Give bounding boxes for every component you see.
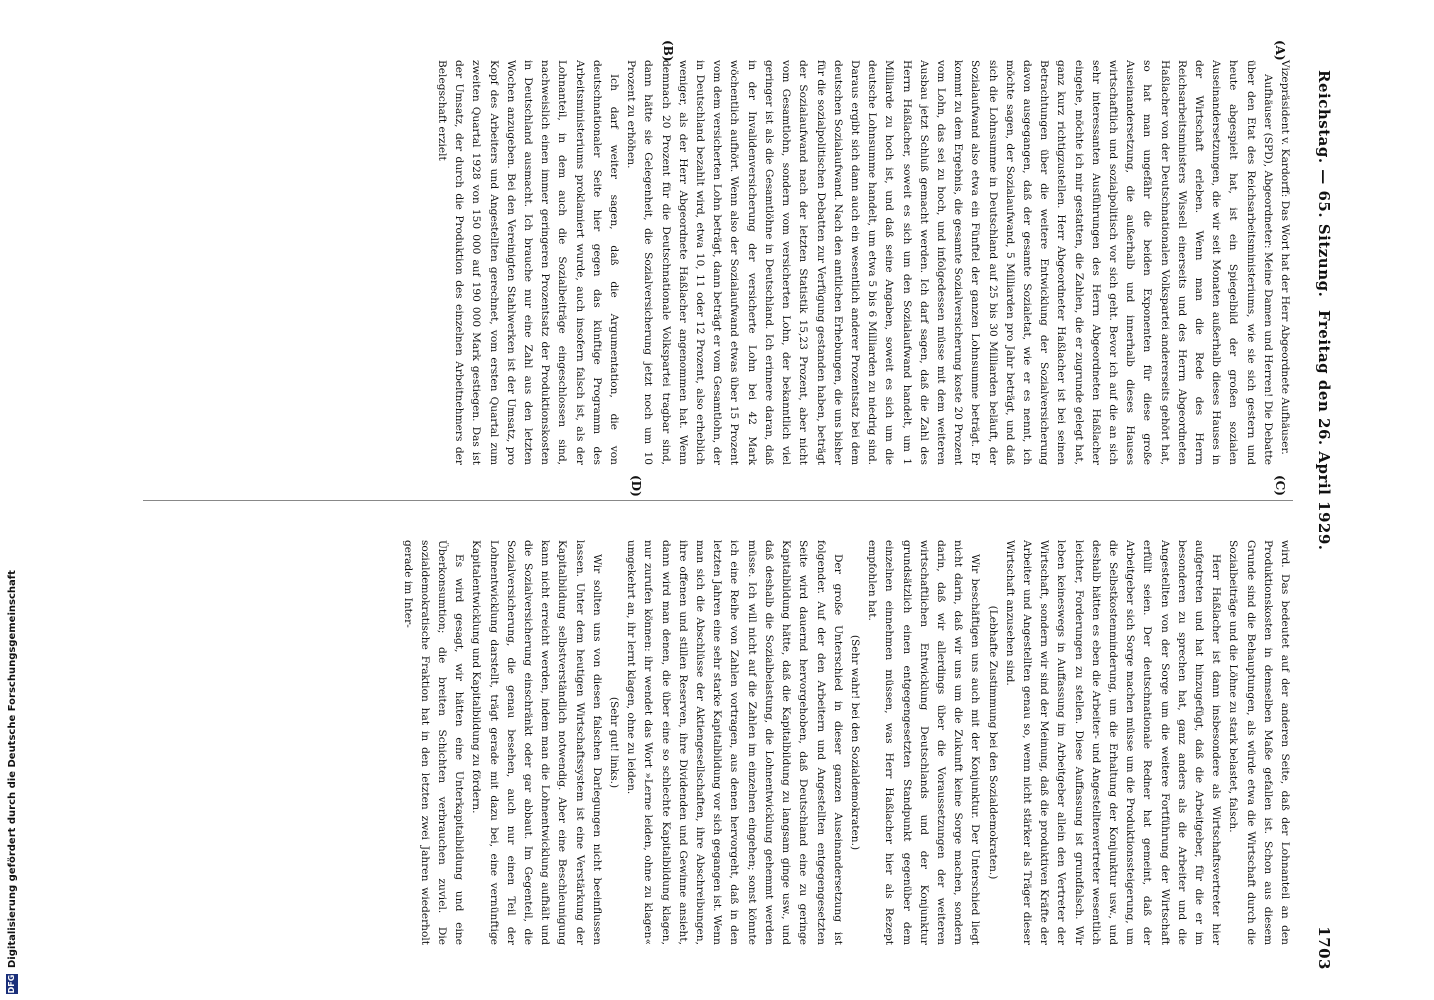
paragraph: Vizepräsident v. Kardorff: Das Wort hat der Herr Abgeordnete Aufhäuser. <box>1279 60 1291 455</box>
page-header <box>1309 70 1333 970</box>
paragraph: Der große Unterschied in dieser ganzen Auseinandersetzung ist folgender. Auf der den Arbeitern und Angestellten entgegengesetzten Seite wird dauernd hervorgehoben, daß Deutschland eine zu geringe Kapitalbildung hätte, daß die Kapitalbildung zu langsam ginge usw., und daß deshalb die Sozialbelastung, die Lohnentwicklung gehemmt werden müsse. Ich will nicht auf die Zahlen im einzelnen eingehen; sonst könnte ich eine Reihe von Zahlen vortragen, aus denen hervorgeht, daß in den letzten Jahren eine sehr starke Kapitalbildung vor sich gegangen ist. Wenn man sich die Abschlüsse der Aktiengesellschaften, ihre Abschreibungen, ihre offenen und stillen Reserven, ihre Dividenden und Gewinne ansieht, dann wird man denen, die über eine so schlechte Kapitalbildung klagen, nur zurufen können: ihr wendet das Wort »Lerne leiden, ohne zu klagen« umgekehrt an, ihr lernt klagen, ohne zu leiden. <box>625 540 844 945</box>
header-date: Freitag den 26. April 1929. <box>1315 310 1333 551</box>
page-number: 1703 <box>1315 926 1333 970</box>
paragraph: Es wird gesagt, wir hätten eine Unterkapitalbildung und eine Überkonsumtion; die breiten Schichten verbrauchen zuviel. Die sozialdemokratische Fraktion hat in den letzten zwei Jahren wiederholt gerade im Inter- <box>401 540 466 945</box>
paragraph: Ich darf weiter sagen, daß die Argumentation, die von deutschnationaler Seite hier gegen das künftige Programm des Arbeitsministeriums proklamiert wurde, auch insofern falsch ist, als der Lohnanteil, in dem auch die Sozialbeiträge eingeschlossen sind, nachweislich einen immer geringeren Prozentsatz der Produktionskosten in Deutschland ausmacht. Ich brauche nur eine Zahl aus den letzten Wochen anzugeben. Bei den Vereinigten Stahlwerken ist der Umsatz, pro Kopf des Arbeiters und Angestellten gerechnet, vom ersten Quartal zum zweiten Quartal 1928 von 150 000 auf 190 000 Mark gestiegen. Das ist der Umsatz, der durch die Produktion des einzelnen Arbeitnehmers der Belegschaft erzielt <box>436 60 621 465</box>
margin-marker-b: (B) <box>661 40 675 62</box>
dfg-logo: DFG <box>7 974 16 994</box>
interjection: (Lebhafte Zustimmung bei den Sozialdemokraten.) <box>986 605 999 880</box>
margin-marker-a: (A) <box>1273 40 1287 61</box>
interjection: (Sehr wahr! bei den Sozialdemokraten.) <box>848 634 861 851</box>
scanned-page <box>125 0 1355 1000</box>
paragraph: Wir sollten uns von diesen falschen Darlegungen nicht beeinflussen lassen. Unter dem heutigen Wirtschaftssystem ist eine Verstärkung der Kapitalbildung selbstverständlich notwendig. Aber eine Beschleunigung kann nicht erreicht werden, indem man die Lohnentwicklung aufhält und die Sozialversicherung einschränkt oder gar abbaut. Im Gegenteil, die Sozialversicherung, die genau besehen, auch nur einen Teil der Lohnentwicklung darstellt, trägt gerade mit dazu bei, eine vernünftige Kapitalentwicklung und Kapitalbildung zu fördern. <box>470 540 603 945</box>
margin-marker-d: (D) <box>629 475 643 497</box>
header-session: Reichstag. — 65. Sitzung. <box>1315 70 1333 298</box>
column-divider <box>143 500 1293 501</box>
paragraph: Wir beschäftigen uns auch mit der Konjunktur. Der Unterschied liegt nicht darin, daß wir uns um die Zukunft keine Sorge machen, sondern darin, daß wir allerdings über die Voraussetzungen der weiteren wirtschaftlichen Entwicklung Deutschlands und der Konjunktur grundsätzlich einen entgegengesetzten Standpunkt gegenüber dem einzelnen einnehmen müssen, was Herr Haßlacher hier als Rezept empfohlen hat. <box>866 540 982 945</box>
right-column <box>398 540 1293 945</box>
paragraph: Herr Haßlacher ist dann insbesondere als Wirtschaftsvertreter hier aufgetreten und hat hinzugefügt, daß die Arbeitgeber, für die er im besonderen zu sprechen hat, ganz anders als die Arbeiter und die Angestellten von der Sorge um die weitere Fortführung der Wirtschaft erfüllt seien. Der deutschnationale Redner hat gemeint, daß der Arbeitgeber sich Sorge machen müsse um die Produktionssteigerung, um die Selbstkostenminderung, um die Erhaltung der Konjunktur usw., und deshalb hätten es eben die Arbeiter- und Angestelltenvertreter wesentlich leichter, Forderungen zu stellen. Diese Auffassung ist grundfalsch. Wir leben keineswegs in Auffassung im Arbeitgeber allein den Vertreter der Wirtschaft, sondern wir sind der Meinung, daß die produktiven Kräfte der Arbeiter und Angestellten genau so, wenn nicht stärker als Träger dieser Wirtschaft anzusehen sind. <box>1003 540 1223 945</box>
paragraph: wird. Das bedeutet auf der anderen Seite, daß der Lohnanteil an den Produktionskosten in demselben Maße gefallen ist. Schon aus diesem Grunde sind die Behauptungen, als würde etwa die Wirtschaft durch die Sozialbeiträge und die Löhne zu stark belastet, falsch. <box>1227 540 1291 945</box>
interjection: (Sehr gut! links.) <box>608 696 621 789</box>
digitization-footer <box>0 0 24 1000</box>
margin-marker-c: (C) <box>1273 475 1287 496</box>
footer-text: Digitalisierung gefördert durch die Deutsche Forschungsgemeinschaft <box>6 570 18 968</box>
paragraph: Aufhäuser (SPD), Abgeordneter: Meine Damen und Herren! Die Debatte über den Etat des Reichsarbeitsministeriums, wie sie sich gestern und heute abgespielt hat, ist ein Spiegelbild der großen sozialen Auseinandersetzungen, die wir seit Monaten außerhalb dieses Hauses in der Wirtschaft erleben. Wenn man die Rede des Herrn Reichsarbeitsministers Wissell einerseits und des Herrn Abgeordneten Haßlacher von der Deutschnationalen Volkspartei andererseits gehört hat, so hat man ungefähr die beiden Exponenten für diese große Auseinandersetzung, die außerhalb und innerhalb dieses Hauses wirtschaftlich und sozialpolitisch vor sich geht. Bevor ich auf die an sich sehr interessanten Ausführungen des Herrn Abgeordneten Haßlacher eingehe, möchte ich mir gestatten, die Zahlen, die er zugrunde gelegt hat, ganz kurz richtigzustellen. Herr Abgeordneter Haßlacher ist bei seinen Betrachtungen über die weitere Entwicklung der Sozialversicherung davon ausgegangen, daß der gesamte Sozialetat, wie er es nennt, ich möchte sagen, der Sozialaufwand, 5 Milliarden pro Jahr beträgt, und daß sich die Lohnsumme in Deutschland auf 25 bis 30 Milliarden beläuft, der Sozialaufwand also etwa ein Fünftel der ganzen Lohnsumme beträgt. Er kommt zu dem Ergebnis, die gesamte Sozialversicherung koste 20 Prozent vom Lohn, das sei zu hoch, und infolgedessen müsse mit dem weiteren Ausbau jetzt Schluß gemacht werden. Ich darf sagen, daß die Zahl des Herrn Haßlacher, soweit es sich um den Sozialaufwand handelt, um 1 Milliarde zu hoch ist, und daß seine Angaben, soweit es sich um die deutsche Lohnsumme handelt, um etwa 5 bis 6 Milliarden zu niedrig sind. Daraus ergibt sich dann auch ein wesentlich anderer Prozentsatz bei dem deutschen Sozialaufwand. Nach den amtlichen Erhebungen, die uns bisher für die sozialpolitischen Debatten zur Verfügung gestanden haben, beträgt der Sozialaufwand nach der letzten Statistik 15,23 Prozent, aber nicht vom Gesamtlohn, sondern vom versicherten Lohn, der bekanntlich viel geringer ist als die Gesamtlöhne in Deutschland. Ich erinnere daran, daß in der Invalidenversicherung der versicherte Lohn bei 42 Mark wöchentlich aufhört. Wenn also der Sozialaufwand etwas über 15 Prozent vom dem versicherten Lohn beträgt, dann beträgt er vom Gesamtlohn, der in Deutschland bezahlt wird, etwa 10, 11 oder 12 Prozent, also erheblich weniger, als der Herr Abgeordnete Haßlacher angenommen hat. Wenn demnach 20 Prozent für die Deutschnationale Volkspartei tragbar sind, dann hätte sie Gelegenheit, die Sozialversicherung jetzt noch um 10 Prozent zu erhöhen. <box>625 60 1274 465</box>
left-column <box>433 60 1293 465</box>
